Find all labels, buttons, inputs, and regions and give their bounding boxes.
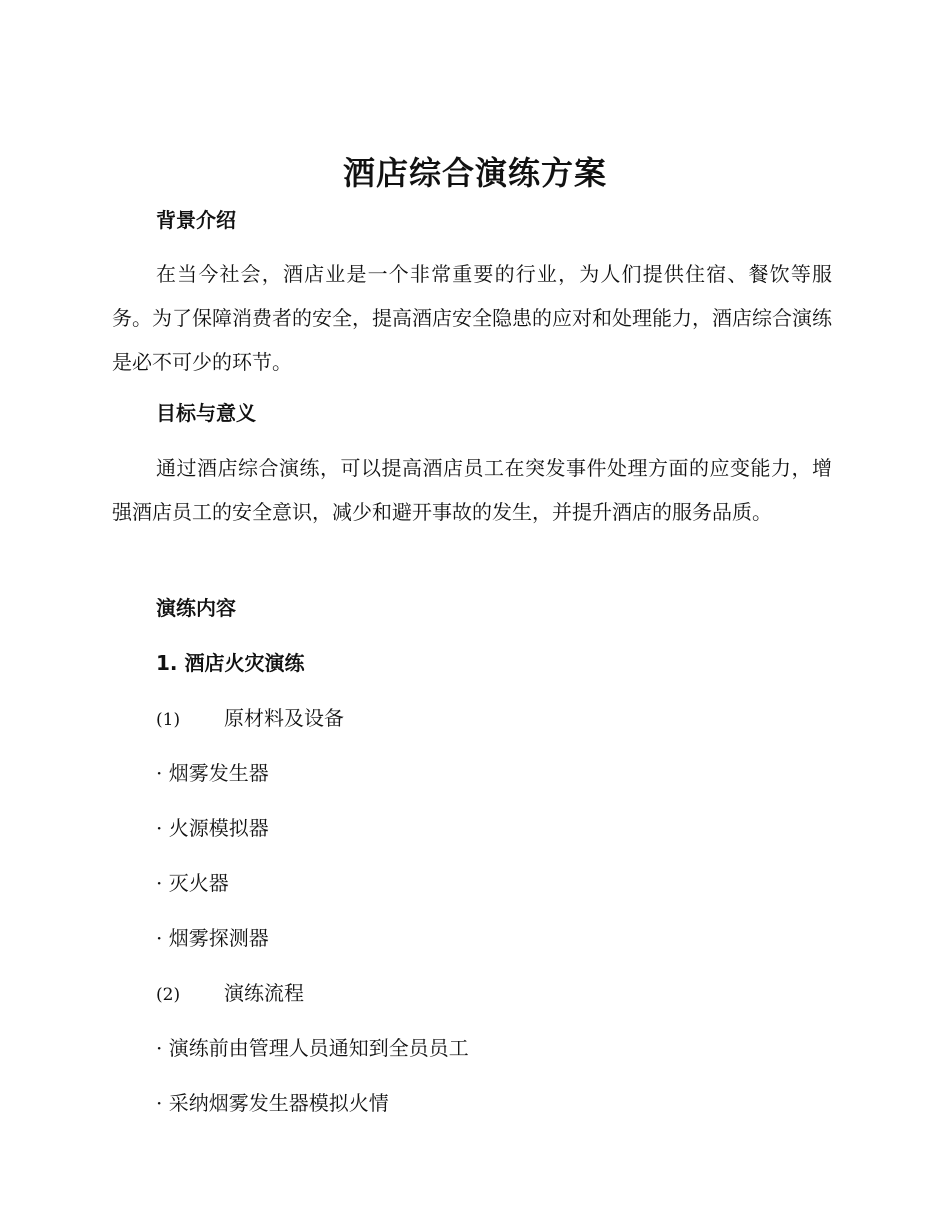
list-item: · 火源模拟器	[156, 816, 269, 840]
section-heading-content: 演练内容	[156, 596, 236, 620]
subsection-number: (2)	[156, 985, 181, 1005]
subsection-materials	[156, 703, 344, 735]
drill-heading-fire: 1. 酒店火灾演练	[156, 651, 305, 675]
goals-paragraph: 通过酒店综合演练，可以提高酒店员工在突发事件处理方面的应变能力，增强酒店员工的安全意识，减少和避开事故的发生，并提升酒店的服务品质。	[112, 456, 832, 524]
document-title: 酒店综合演练方案	[342, 154, 607, 192]
section-heading-background: 背景介绍	[156, 208, 236, 232]
section-heading-goals: 目标与意义	[156, 401, 256, 425]
subsection-label: 演练流程	[224, 981, 304, 1005]
list-item: · 采纳烟雾发生器模拟火情	[156, 1091, 389, 1115]
list-item: · 烟雾探测器	[156, 926, 269, 950]
background-paragraph: 在当今社会，酒店业是一个非常重要的行业，为人们提供住宿、餐饮等服务。为了保障消费者的安全，提高酒店安全隐患的应对和处理能力，酒店综合演练是必不可少的环节。	[112, 262, 832, 374]
subsection-procedure	[156, 978, 304, 1010]
subsection-label: 原材料及设备	[224, 706, 344, 730]
subsection-number: (1)	[156, 710, 181, 730]
list-item: · 烟雾发生器	[156, 761, 269, 785]
list-item: · 灭火器	[156, 871, 229, 895]
list-item: · 演练前由管理人员通知到全员员工	[156, 1036, 469, 1060]
